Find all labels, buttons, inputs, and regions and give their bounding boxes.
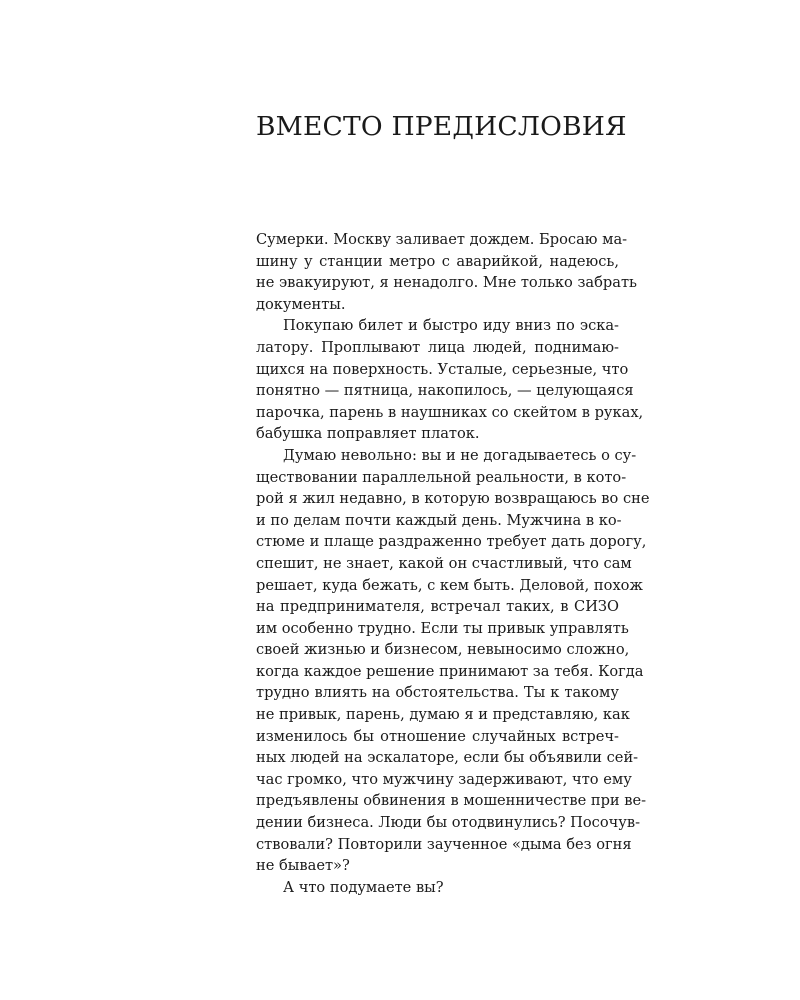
text-line: щихся на поверхность. Усталые, серьезные, что [256,360,629,378]
text-line: своей жизнью и бизнесом, невыносимо сложно, [256,641,630,659]
text-line: когда каждое решение принимают за тебя. Когда [256,662,644,680]
text-line: парочка, парень в наушниках со скейтом в руках, [256,403,644,421]
text-line: трудно влиять на обстоятельства. Ты к такому [256,684,619,702]
text-line: изменилось бы отношение случайных встреч- [256,727,619,745]
text-line: спешит, не знает, какой он счастливый, что сам [256,554,632,572]
text-line: стюме и плаще раздраженно требует дать дорогу, [256,533,647,551]
text-line: не привык, парень, думаю я и представляю, как [256,706,630,724]
chapter-title: ВМЕСТО ПРЕДИСЛОВИЯ [256,111,627,142]
paragraph [256,877,619,899]
text-line: документы. [256,295,346,313]
text-line: предъявлены обвинения в мошенничестве при ве- [256,792,647,810]
text-line: ствовали? Повторили заученное «дыма без огня [256,835,632,853]
text-line: Думаю невольно: вы и не догадываетесь о су- [283,446,637,464]
text-line: не эвакуируют, я ненадолго. Мне только забрать [256,274,637,292]
text-line: решает, куда бежать, с кем быть. Деловой, похож [256,576,643,594]
text-line: час громко, что мужчину задерживают, что ему [256,770,632,788]
text-line: рой я жил недавно, в которую возвращаюсь во сне [256,490,650,508]
text-line: и по делам почти каждый день. Мужчина в ко- [256,511,622,529]
body-text [256,229,650,898]
text-line: ных людей на эскалаторе, если бы объявили сей- [256,749,639,767]
text-line: Сумерки. Москву заливает дождем. Бросаю ма- [256,231,628,248]
text-line: ществовании параллельной реальности, в кото- [256,468,627,486]
text-line: А что подумаете вы? [283,878,444,896]
text-line: бабушка поправляет платок. [256,425,480,443]
text-line: им особенно трудно. Если ты привык управлять [256,619,629,637]
text-line: на предпринимателя, встречал таких, в СИЗО [256,598,619,616]
paragraph [256,229,637,315]
paragraph [256,315,644,445]
text-line: Покупаю билет и быстро иду вниз по эска- [283,317,619,335]
text-line: шину у станции метро с аварийкой, надеюсь, [256,252,619,270]
text-line: латору. Проплывают лица людей, поднимаю- [256,338,619,356]
paragraph [256,445,650,877]
text-line: не бывает»? [256,857,350,875]
text-line: дении бизнеса. Люди бы отодвинулись? Посочув- [256,814,641,832]
text-line: понятно — пятница, накопилось, — целующаяся [256,382,634,400]
